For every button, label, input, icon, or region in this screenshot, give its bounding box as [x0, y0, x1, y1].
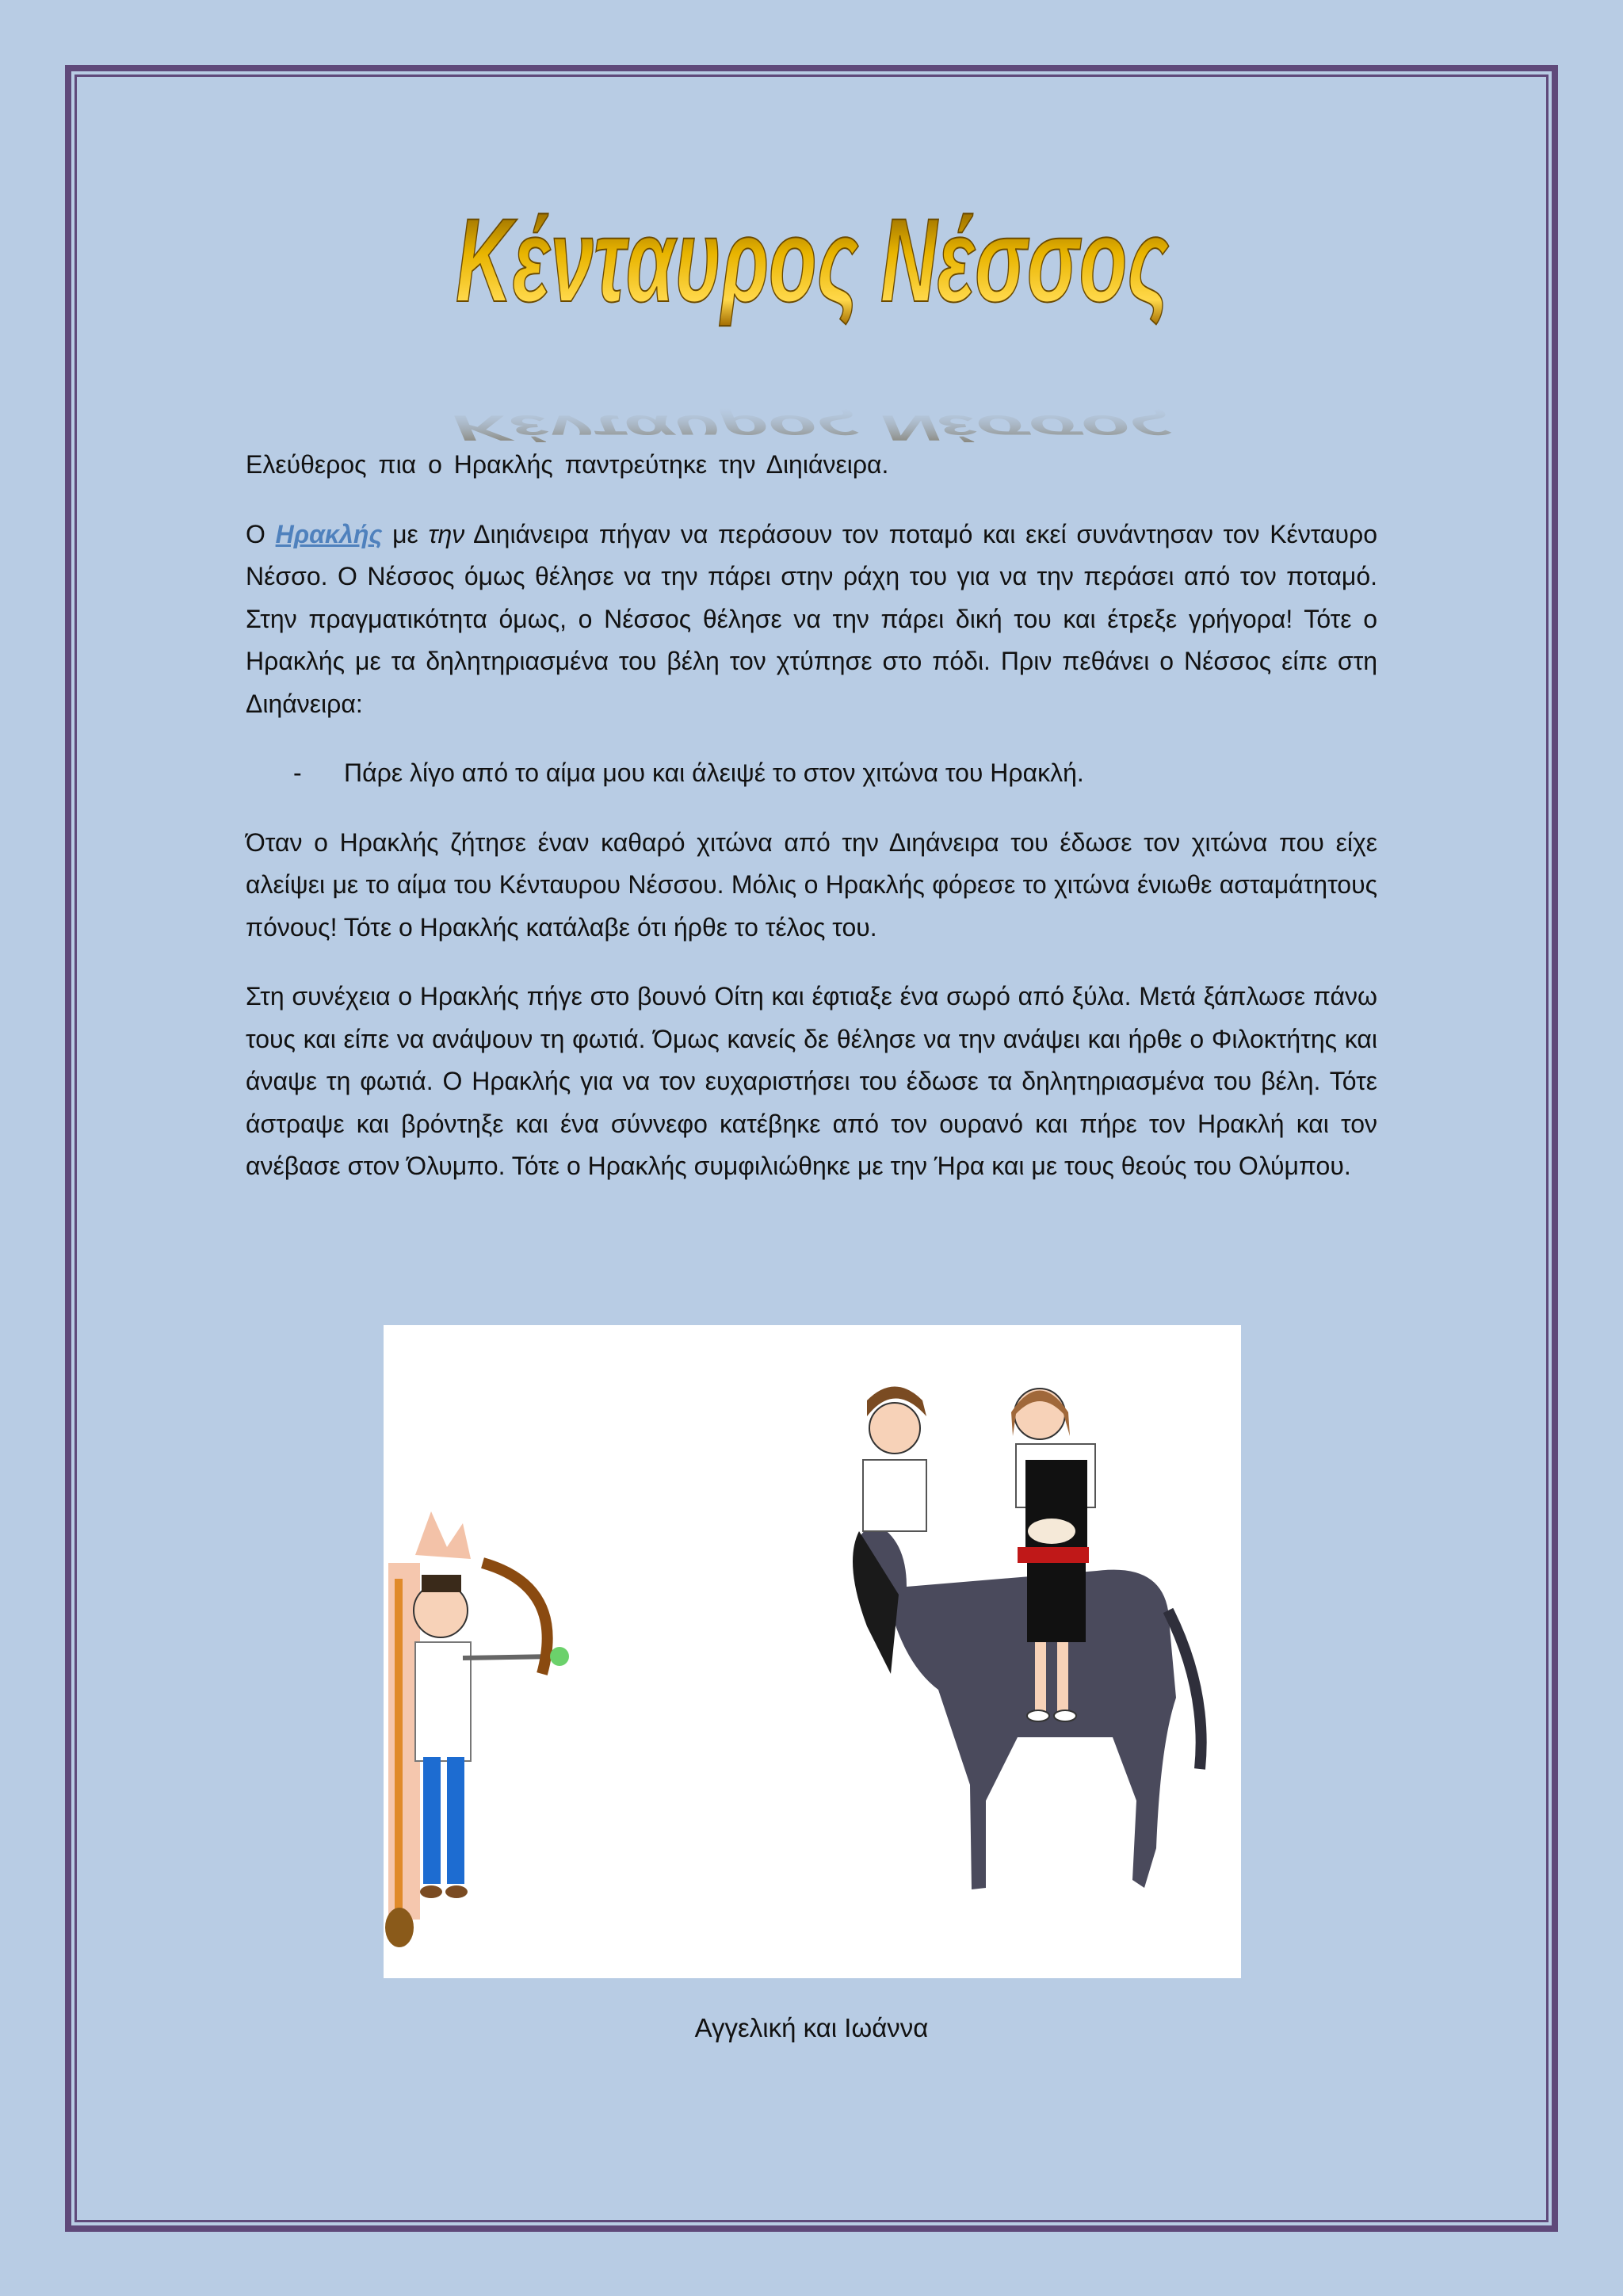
paragraph-2-prefix: Ο	[246, 519, 276, 548]
story-text	[246, 444, 1377, 1215]
illustration	[384, 1325, 1241, 1978]
paragraph-2	[246, 514, 1377, 726]
paragraph-1: Ελεύθερος πια ο Ηρακλής παντρεύτηκε την Διηιάνειρα.	[246, 450, 889, 479]
image-caption: Αγγελική και Ιωάννα	[694, 2013, 929, 2042]
page-title: Κένταυρος Νέσσος	[456, 193, 1170, 327]
quote-bullet	[246, 752, 1377, 795]
bullet-text: Πάρε λίγο από το αίμα μου και άλειψέ το στον χιτώνα του Ηρακλή.	[344, 758, 1084, 787]
paragraph-2-mid: με	[382, 519, 429, 548]
title-shadow: Κένταυρος Νέσσος	[453, 407, 1172, 448]
paragraph-2-italic: την	[428, 519, 465, 548]
paragraph-2-rest: Διηιάνειρα πήγαν να περάσουν τον ποταμό και εκεί συνάντησαν τον Κένταυρο Νέσσο. Ο Νέσσος όμως θέλησε να την πάρει στην ράχη του για να την περάσει από τον ποταμό. Στην πραγματικότητα όμως, ο Νέσσος θέλησε να την πάρει δική του και έτρεξε γρήγορα! Τότε ο Ηρακλής με τα δηλητηριασμένα του βέλη τον χτύπησε στο πόδι. Πριν πεθάνει ο Νέσσος είπε στη Διηάνειρα:	[246, 519, 1378, 718]
paragraph-3: Όταν ο Ηρακλής ζήτησε έναν καθαρό χιτώνα από την Διηάνειρα του έδωσε τον χιτώνα που είχε αλείψει με το αίμα του Κένταυρου Νέσσου. Μόλις ο Ηρακλής φόρεσε το χιτώνα ένιωθε ασταμάτητους πόνους! Τότε ο Ηρακλής κατάλαβε ότι ήρθε το τέλος του.	[246, 827, 1377, 942]
bullet-dash: -	[293, 758, 302, 787]
heracles-link[interactable]: Ηρακλής	[275, 519, 383, 548]
paragraph-4: Στη συνέχεια ο Ηρακλής πήγε στο βουνό Οίτη και έφτιαξε ένα σωρό από ξύλα. Μετά ξάπλωσε πάνω τους και είπε να ανάψουν τη φωτιά. Όμως κανείς δε θέλησε να την ανάψει και ήρθε ο Φιλοκτήτης και άναψε τη φωτιά. Ο Ηρακλής για να τον ευχαριστήσει του έδωσε τα δηλητηριασμένα του βέλη. Τότε άστραψε και βρόντηξε και ένα σύννεφο κατέβηκε από τον ουρανό και πήρε τον Ηρακλή και τον ανέβασε στον Όλυμπο. Τότε ο Ηρακλής συμφιλιώθηκε με την Ήρα και με τους θεούς του Ολύμπου.	[246, 982, 1377, 1180]
wordart-title	[412, 182, 1212, 448]
